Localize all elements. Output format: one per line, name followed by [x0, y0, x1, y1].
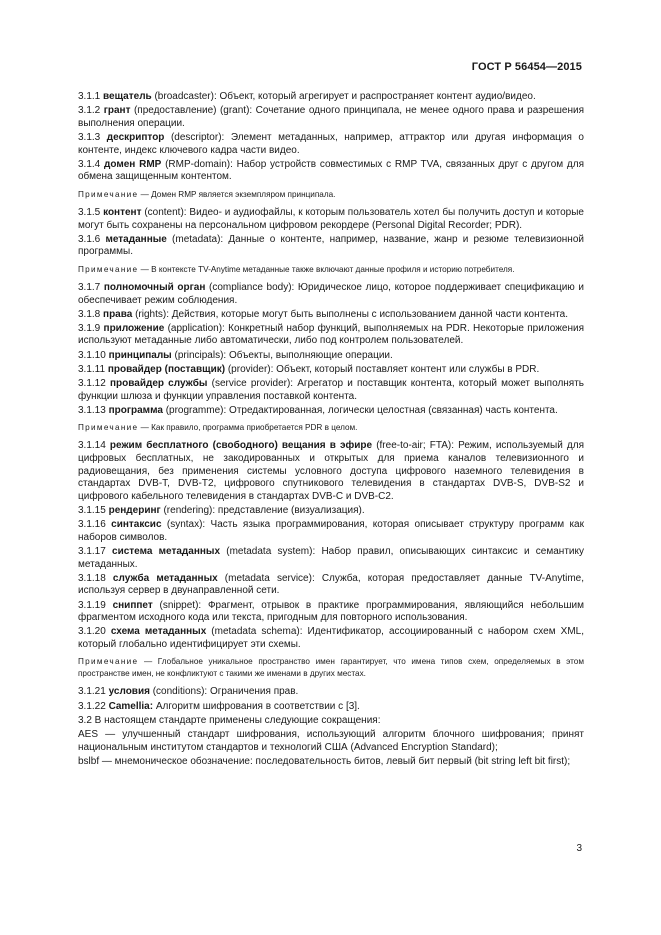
term: служба метаданных: [112, 572, 218, 584]
definition-text: (предоставление) (grant): Сочетание одного принципала, не менее одного права и разрешения выполнения операции.: [78, 105, 584, 129]
definition-entry: [78, 378, 584, 403]
term: режим бесплатного (свободного) вещания в эфире: [109, 440, 373, 452]
definition-entry: [78, 207, 584, 232]
definition-text: (content): Видео- и аудиофайлы, к которым пользователь хотел бы получить доступ и которые могут быть сохранены на персональном цифровом рекордере (Personal Digital Recorder; PDR).: [78, 206, 584, 231]
definition-entry: [78, 519, 584, 544]
definition-text: (metadata service): Служба, которая предоставляет данные TV-Anytime, используя сервер в двунаправленной сети.: [78, 572, 584, 597]
document-code: ГОСТ Р 56454—2015: [471, 61, 582, 73]
clause-number: 3.1.16: [78, 519, 112, 531]
definition-text: (rendering): представление (визуализация).: [160, 504, 365, 516]
clause-number: 3.1.20: [78, 626, 111, 638]
definition-text: (broadcaster): Объект, который агрегирует и распространяет контент аудио/видео.: [151, 91, 536, 102]
note-text: — Как правило, программа приобретается PDR в целом.: [138, 423, 358, 433]
clause-number: 3.1.1: [78, 91, 104, 102]
definition-text: (metadata system): Набор правил, описывающих синтаксис и семантику метаданных.: [78, 545, 584, 570]
definition-entry: [78, 105, 584, 130]
clause-number: 3.1.9: [78, 322, 104, 334]
definition-entry: [78, 91, 584, 104]
definition-text: (programme): Отредактированная, логически целостная (связанная) часть контента.: [162, 404, 558, 416]
note-label: Примечание: [78, 264, 139, 274]
clause-number: 3.1.22: [78, 700, 109, 712]
note-text: — Домен RMP является экземпляром принципала.: [138, 189, 336, 199]
clause-number: 3.1.10: [78, 349, 109, 361]
term: синтаксис: [111, 519, 162, 531]
definition-text: (application): Конкретный набор функций, выполняемых на PDR. Некоторые приложения используют метаданные либо автоматически, либо под контролем пользователей.: [78, 322, 584, 347]
definition-text: (metadata): Данные о контенте, например, название, жанр и резюме телевизионной программы.: [78, 233, 584, 258]
term: провайдер (поставщик): [107, 363, 226, 375]
clause-number: 3.1.18: [78, 572, 113, 584]
definition-text: (descriptor): Элемент метаданных, например, аттрактор или другая информация о контенте, индекс ключевого кадра части видео.: [78, 131, 584, 156]
clause-number: 3.1.19: [78, 599, 113, 611]
definition-entry: [78, 132, 584, 157]
note-paragraph: [78, 422, 584, 434]
definition-text: (provider): Объект, который поставляет контент или службы в PDR.: [225, 363, 540, 375]
term: рендеринг: [108, 504, 161, 516]
term: контент: [103, 206, 142, 218]
note-text: — Глобальное уникальное пространство имен гарантирует, что имена типов схем, определяемых в этом пространстве имен, не конфликтуют с такими же именами в других местах.: [78, 657, 584, 679]
term: права: [103, 308, 133, 320]
clause-number: 3.1.14: [78, 440, 110, 452]
term: сниппет: [112, 599, 153, 611]
definition-entry: [78, 686, 584, 699]
definition-text: (syntax): Часть языка программирования, которая описывает структуру программ как наборов символов.: [78, 519, 584, 543]
term: Camellia:: [108, 700, 154, 712]
page-number: 3: [576, 843, 582, 854]
definition-entry: [78, 600, 584, 625]
definition-entry: [78, 405, 584, 418]
note-text: — В контексте TV-Anytime метаданные также включают данные профиля и историю потребителя.: [138, 264, 515, 274]
term: грант: [103, 105, 131, 117]
clause-number: 3.1.12: [78, 378, 110, 390]
definition-entry: [78, 159, 584, 184]
clause-number: 3.1.11: [78, 363, 108, 375]
definition-text: (metadata schema): Идентификатор, ассоциированный с набором схем XML, который глобально идентифицирует эти схемы.: [78, 626, 584, 650]
clause-number: 3.1.2: [78, 105, 104, 117]
definition-entry: [78, 505, 584, 518]
text-paragraph: 3.2 В настоящем стандарте применены следующие сокращения:: [78, 714, 381, 726]
clause-number: 3.1.13: [78, 404, 109, 416]
note-paragraph: [78, 189, 584, 201]
definition-text: (service provider): Агрегатор и поставщик контента, который может выполнять функции шлюза и функции управления поставкой контента.: [78, 378, 585, 402]
definition-text: (principals): Объекты, выполняющие операции.: [171, 349, 393, 361]
term: условия: [108, 686, 150, 698]
definition-entry: [78, 350, 584, 363]
term: полномочный орган: [103, 281, 206, 293]
note-label: Примечание: [78, 657, 139, 667]
clause-number: 3.1.3: [78, 131, 107, 143]
clause-number: 3.1.6: [78, 233, 106, 245]
definition-entry: [78, 573, 584, 598]
definition-entry: [78, 364, 584, 377]
definition-entry: [78, 626, 584, 651]
term: метаданные: [105, 233, 167, 245]
clause-number: 3.1.8: [78, 308, 104, 320]
clause-number: 3.1.15: [78, 504, 109, 516]
term: провайдер службы: [110, 378, 208, 390]
definition-text: Алгоритм шифрования в соответствии с [3].: [153, 700, 360, 712]
note-label: Примечание: [78, 423, 139, 433]
term: программа: [108, 404, 163, 416]
clause-number: 3.1.5: [78, 206, 104, 218]
term: домен RMP: [104, 158, 162, 170]
note-label: Примечание: [78, 189, 139, 199]
term: приложение: [103, 322, 165, 334]
definition-entry: [78, 701, 584, 714]
definition-text: (compliance body): Юридическое лицо, которое поддерживает спецификацию и обеспечивает режим соблюдения.: [78, 281, 584, 306]
clause-number: 3.1.7: [78, 281, 104, 293]
term: дескриптор: [106, 131, 165, 143]
text-paragraph: AES — улучшенный стандарт шифрования, использующий алгоритм блочного шифрования; принят национальным институтом стандартов и технологий США (Advanced Encryption Standard);: [78, 729, 584, 753]
note-paragraph: [78, 264, 584, 276]
definition-text: (rights): Действия, которые могут быть выполнены с использованием данной части контента.: [132, 308, 568, 320]
text-paragraph: bslbf — мнемоническое обозначение: последовательность битов, левый бит первый (bit string left bit first);: [78, 755, 571, 767]
definition-text: (conditions): Ограничения прав.: [149, 686, 299, 698]
definition-entry: [78, 282, 584, 307]
clause-number: 3.1.4: [78, 158, 105, 170]
term: вещатель: [103, 91, 152, 102]
note-paragraph: [78, 656, 584, 680]
definition-entry: [78, 323, 584, 348]
definition-text: (snippet): Фрагмент, отрывок в практике программирования, являющийся небольшим фрагментом исходного кода или текста, пригодным для повторного использования.: [78, 599, 584, 624]
clause-number: 3.1.21: [78, 686, 109, 698]
document-body: [78, 91, 584, 770]
definition-entry: [78, 234, 584, 259]
definition-text: (free-to-air; FTA): Режим, используемый для цифровых бесплатных, не закодированных и открытых для приема каналов телевизионного и радиовещания, без применения системы условного доступа цифрового наземного телевидения в стандартах DVB-T, DVB-T2, цифрового спутникового телевидения в стандартах DVB-S, DVB-S2 и цифрового кабельного телевидения в стандартах DVB-C и DVB-C2.: [78, 440, 585, 502]
definition-text: (RMP-domain): Набор устройств совместимых с RMP TVA, связанных друг с другом для обмена защищенным контентом.: [78, 158, 585, 183]
term: система метаданных: [112, 545, 221, 557]
term: схема метаданных: [110, 626, 207, 638]
clause-number: 3.1.17: [78, 545, 113, 557]
definition-entry: [78, 309, 584, 322]
definition-entry: [78, 546, 584, 571]
term: принципалы: [108, 349, 172, 361]
definition-entry: [78, 440, 584, 503]
